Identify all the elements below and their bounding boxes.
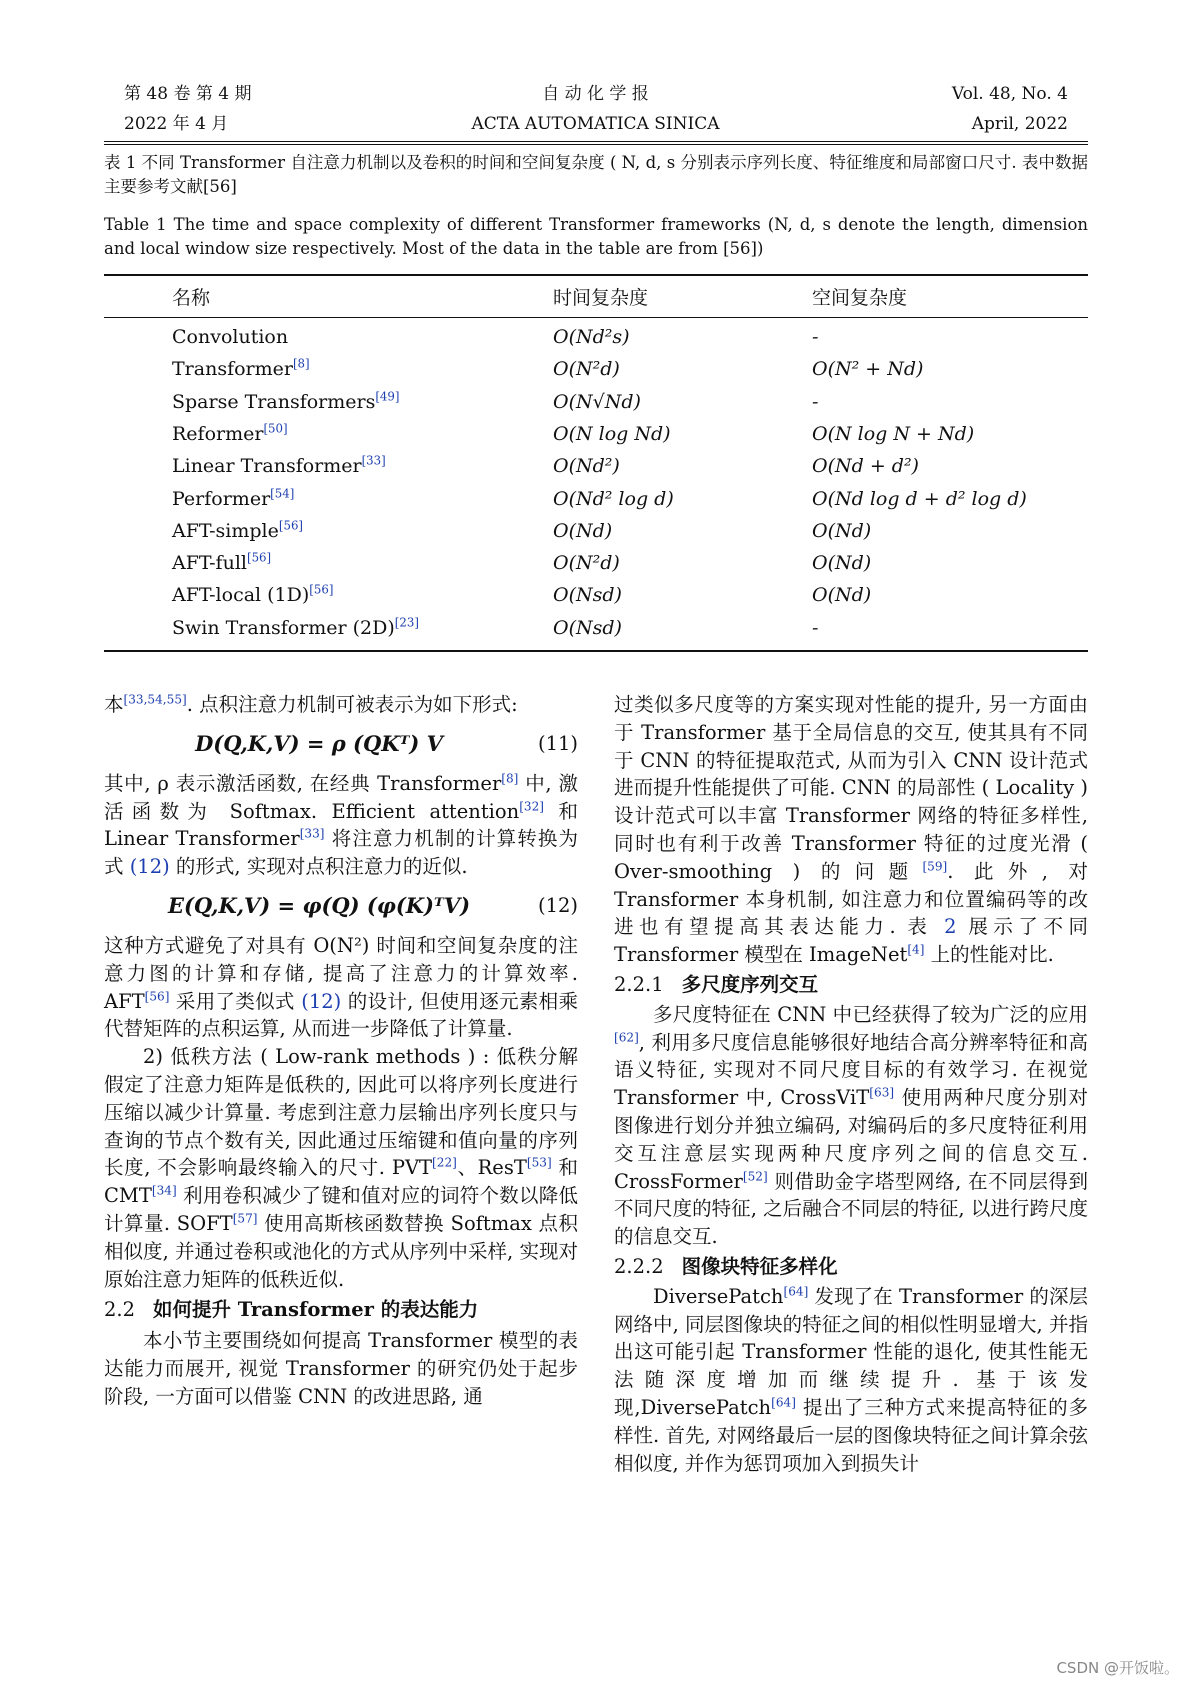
section-heading-2-2-2: 2.2.2 图像块特征多样化 bbox=[614, 1254, 838, 1278]
table-cell-name: Swin Transformer (2D)[23] bbox=[172, 615, 419, 639]
paragraph: 其中, ρ 表示激活函数, 在经典 Transformer[8] 中, 激活函数为 Softmax. Efficient attention[32] 和 Linear Transformer[33] 将注意力机制的计算转换为式 (12) 的形式, 实现对点积注意力的近似. bbox=[104, 771, 578, 879]
citation[interactable]: [32] bbox=[519, 799, 545, 814]
citation[interactable]: [62] bbox=[614, 1030, 639, 1045]
table-cell-time: O(Nd² log d) bbox=[553, 488, 674, 510]
citation[interactable]: [64] bbox=[771, 1395, 796, 1410]
citation[interactable]: [4] bbox=[907, 942, 925, 957]
citation[interactable]: [23] bbox=[394, 615, 419, 630]
table-cell-time: O(N√Nd) bbox=[553, 391, 641, 413]
equation-ref-link[interactable]: (12) bbox=[129, 855, 170, 879]
header-date-zh: 2022 年 4 月 bbox=[124, 114, 229, 134]
table-mid-rule bbox=[104, 317, 1088, 318]
table-cell-space: O(Nd + d²) bbox=[812, 455, 919, 477]
paragraph: 多尺度特征在 CNN 中已经获得了较为广泛的应用[62], 利用多尺度信息能够很好地结合高分辨率特征和高语义特征, 实现对不同尺度目标的有效学习. 在视觉 Transformer 中, CrossViT[63] 使用两种尺度分别对图像进行划分并独立编码, 对编码后的多尺度特征利用交互注意层实现两种尺度序列之间的信息交互. CrossFormer[52] 则借助金字塔型网络, 在不同层得到不同尺度的特征, 之后融合不同层的特征, 以进行跨尺度的信息交互. bbox=[614, 1002, 1088, 1249]
citation[interactable]: [63] bbox=[869, 1085, 895, 1100]
header-rule-top bbox=[104, 141, 1088, 142]
citation[interactable]: [22] bbox=[432, 1155, 457, 1170]
right-column bbox=[614, 691, 1088, 1477]
equation-body: E(Q,K,V) = φ(Q) (φ(K)ᵀV) bbox=[167, 893, 471, 919]
table-cell-name: Sparse Transformers[49] bbox=[172, 389, 400, 413]
table-cell-time: O(Nsd) bbox=[553, 617, 622, 639]
header-rule-bottom bbox=[104, 144, 1088, 145]
table-bottom-rule bbox=[104, 650, 1088, 652]
citation[interactable]: [57] bbox=[232, 1211, 258, 1226]
paragraph: 本小节主要围绕如何提高 Transformer 模型的表达能力而展开, 视觉 Transformer 的研究仍处于起步阶段, 一方面可以借鉴 CNN 的改进思路, 通 bbox=[104, 1329, 578, 1408]
table-cell-name: AFT-full[56] bbox=[172, 550, 272, 574]
table-cell-time: O(N log Nd) bbox=[553, 423, 671, 445]
equation-ref-link[interactable]: (12) bbox=[301, 989, 342, 1013]
table-cell-time: O(N²d) bbox=[553, 552, 620, 574]
citation[interactable]: [8] bbox=[292, 356, 310, 371]
table-cell-time: O(Nd²) bbox=[553, 455, 620, 477]
table-top-rule bbox=[104, 274, 1088, 276]
citation[interactable]: [56] bbox=[309, 582, 334, 597]
citation[interactable]: [54] bbox=[270, 486, 295, 501]
table-cell-space: O(Nd log d + d² log d) bbox=[812, 488, 1027, 510]
table-cell-space: - bbox=[812, 617, 819, 639]
citation[interactable]: [33] bbox=[299, 826, 325, 841]
table-cell-space: - bbox=[812, 391, 819, 413]
paragraph: 这种方式避免了对具有 O(N²) 时间和空间复杂度的注意力图的计算和存储, 提高了注意力的计算效率. AFT[56] 采用了类似式 (12) 的设计, 但使用逐元素相乘代替矩阵的点积运算, 从而进一步降低了计算量. bbox=[104, 933, 578, 1041]
equation-12 bbox=[104, 889, 578, 923]
table-cell-time: O(Nsd) bbox=[553, 584, 622, 606]
citation[interactable]: [56] bbox=[278, 518, 304, 533]
equation-number: (12) bbox=[537, 894, 578, 918]
citation[interactable]: [33,54,55] bbox=[123, 692, 187, 707]
equation-11 bbox=[104, 727, 578, 761]
table-cell-name: Transformer[8] bbox=[172, 356, 310, 380]
equation-number: (11) bbox=[537, 731, 578, 755]
citation[interactable]: [50] bbox=[263, 421, 288, 436]
table-cell-time: O(Nd²s) bbox=[553, 326, 630, 348]
citation[interactable]: [8] bbox=[501, 771, 519, 786]
table-cell-space: - bbox=[812, 326, 819, 348]
table-ref-link[interactable]: 2 bbox=[944, 915, 957, 939]
table-cell-space: O(Nd) bbox=[812, 584, 872, 606]
watermark: CSDN @开饭啦。 bbox=[1056, 1659, 1179, 1677]
table-cell-time: O(N²d) bbox=[553, 358, 620, 380]
table-caption-zh: 表 1 不同 Transformer 自注意力机制以及卷积的时间和空间复杂度 ( N, d, s 分别表示序列长度、特征维度和局部窗口尺寸. 表中数据主要参考文献[56] bbox=[104, 153, 1088, 196]
citation[interactable]: [49] bbox=[375, 389, 400, 404]
section-heading-2-2: 2.2 如何提升 Transformer 的表达能力 bbox=[104, 1298, 479, 1322]
citation[interactable]: [64] bbox=[783, 1284, 809, 1299]
header-journal-zh: 自 动 化 学 报 bbox=[542, 84, 649, 104]
table-cell-name: Performer[54] bbox=[172, 486, 295, 510]
header-vol-en: Vol. 48, No. 4 bbox=[951, 84, 1068, 104]
citation[interactable]: [53] bbox=[526, 1155, 552, 1170]
table-cell-name: AFT-simple[56] bbox=[172, 518, 304, 542]
citation[interactable]: [56] bbox=[144, 989, 170, 1004]
table-header-time: 时间复杂度 bbox=[553, 287, 649, 309]
table-cell-name: AFT-local (1D)[56] bbox=[172, 582, 334, 606]
left-column bbox=[104, 691, 578, 1411]
paragraph: DiversePatch[64] 发现了在 Transformer 的深层网络中, 同层图像块的特征之间的相似性明显增大, 并指出这可能引起 Transformer 性能的退化, 使其性能无法随深度增加而继续提升. 基于该发现,DiversePatch[64] 提出了三种方式来提高特征的多样性. 首先, 对网络最后一层的图像块特征之间计算余弦相似度, 并作为惩罚项加入到损失计 bbox=[614, 1284, 1088, 1475]
citation[interactable]: [59] bbox=[922, 859, 948, 874]
equation-body: D(Q,K,V) = ρ (QKᵀ) V bbox=[195, 730, 443, 756]
table-header-space: 空间复杂度 bbox=[812, 287, 908, 309]
table-header-name: 名称 bbox=[172, 287, 211, 309]
header-volume-issue: 第 48 卷 第 4 期 bbox=[124, 84, 252, 104]
citation[interactable]: [52] bbox=[742, 1169, 768, 1184]
table-cell-space: O(N² + Nd) bbox=[812, 358, 924, 380]
section-heading-2-2-1: 2.2.1 多尺度序列交互 bbox=[614, 972, 819, 996]
header-date-en: April, 2022 bbox=[971, 114, 1068, 134]
citation[interactable]: [33] bbox=[361, 453, 386, 468]
citation[interactable]: [56] bbox=[246, 550, 272, 565]
paragraph: 2) 低秩方法 ( Low-rank methods ) : 低秩分解假定了注意力矩阵是低秩的, 因此可以将序列长度进行压缩以减少计算量. 考虑到注意力层输出序列长度只与查询的节点个数有关, 因此通过压缩键和值向量的序列长度, 不会影响最终输入的尺寸. PVT[22]、ResT[53] 和 CMT[34] 利用卷积减少了键和值对应的词符个数以降低计算量. SOFT[57] 使用高斯核函数替换 Softmax 点积相似度, 并通过卷积或池化的方式从序列中采样, 实现对原始注意力矩阵的低秩近似. bbox=[104, 1045, 578, 1291]
table-cell-name: Linear Transformer[33] bbox=[172, 453, 386, 477]
table-cell-name: Reformer[50] bbox=[172, 421, 288, 445]
table-cell-time: O(Nd) bbox=[553, 520, 613, 542]
header-journal-en: ACTA AUTOMATICA SINICA bbox=[471, 114, 720, 134]
paragraph: 过类似多尺度等的方案实现对性能的提升, 另一方面由于 Transformer 基于全局信息的交互, 使其具有不同于 CNN 的特征提取范式, 从而为引入 CNN 设计范式进而提升性能提供了可能. CNN 的局部性 ( Locality ) 设计范式可以丰富 Transformer 网络的特征多样性, 同时也有利于改善 Transformer 特征的过度光滑 ( Over-smoothing ) 的问题[59]. 此外, 对 Transformer 本身机制, 如注意力和位置编码等的改进也有望提高其表达能力. 表 2 展示了不同 Transformer 模型在 ImageNet[4] 上的性能对比. bbox=[614, 693, 1089, 967]
paragraph: 本[33,54,55]. 点积注意力机制可被表示为如下形式: bbox=[104, 692, 518, 716]
citation[interactable]: [34] bbox=[151, 1183, 177, 1198]
table-cell-space: O(Nd) bbox=[812, 520, 872, 542]
table-cell-name: Convolution bbox=[172, 326, 289, 348]
table-caption-en: Table 1 The time and space complexity of different Transformer frameworks (N, d, s denote the length, dimension and local window size respectively. Most of the data in the table are from [56]) bbox=[104, 215, 1088, 258]
table-cell-space: O(N log N + Nd) bbox=[812, 423, 975, 445]
table-cell-space: O(Nd) bbox=[812, 552, 872, 574]
